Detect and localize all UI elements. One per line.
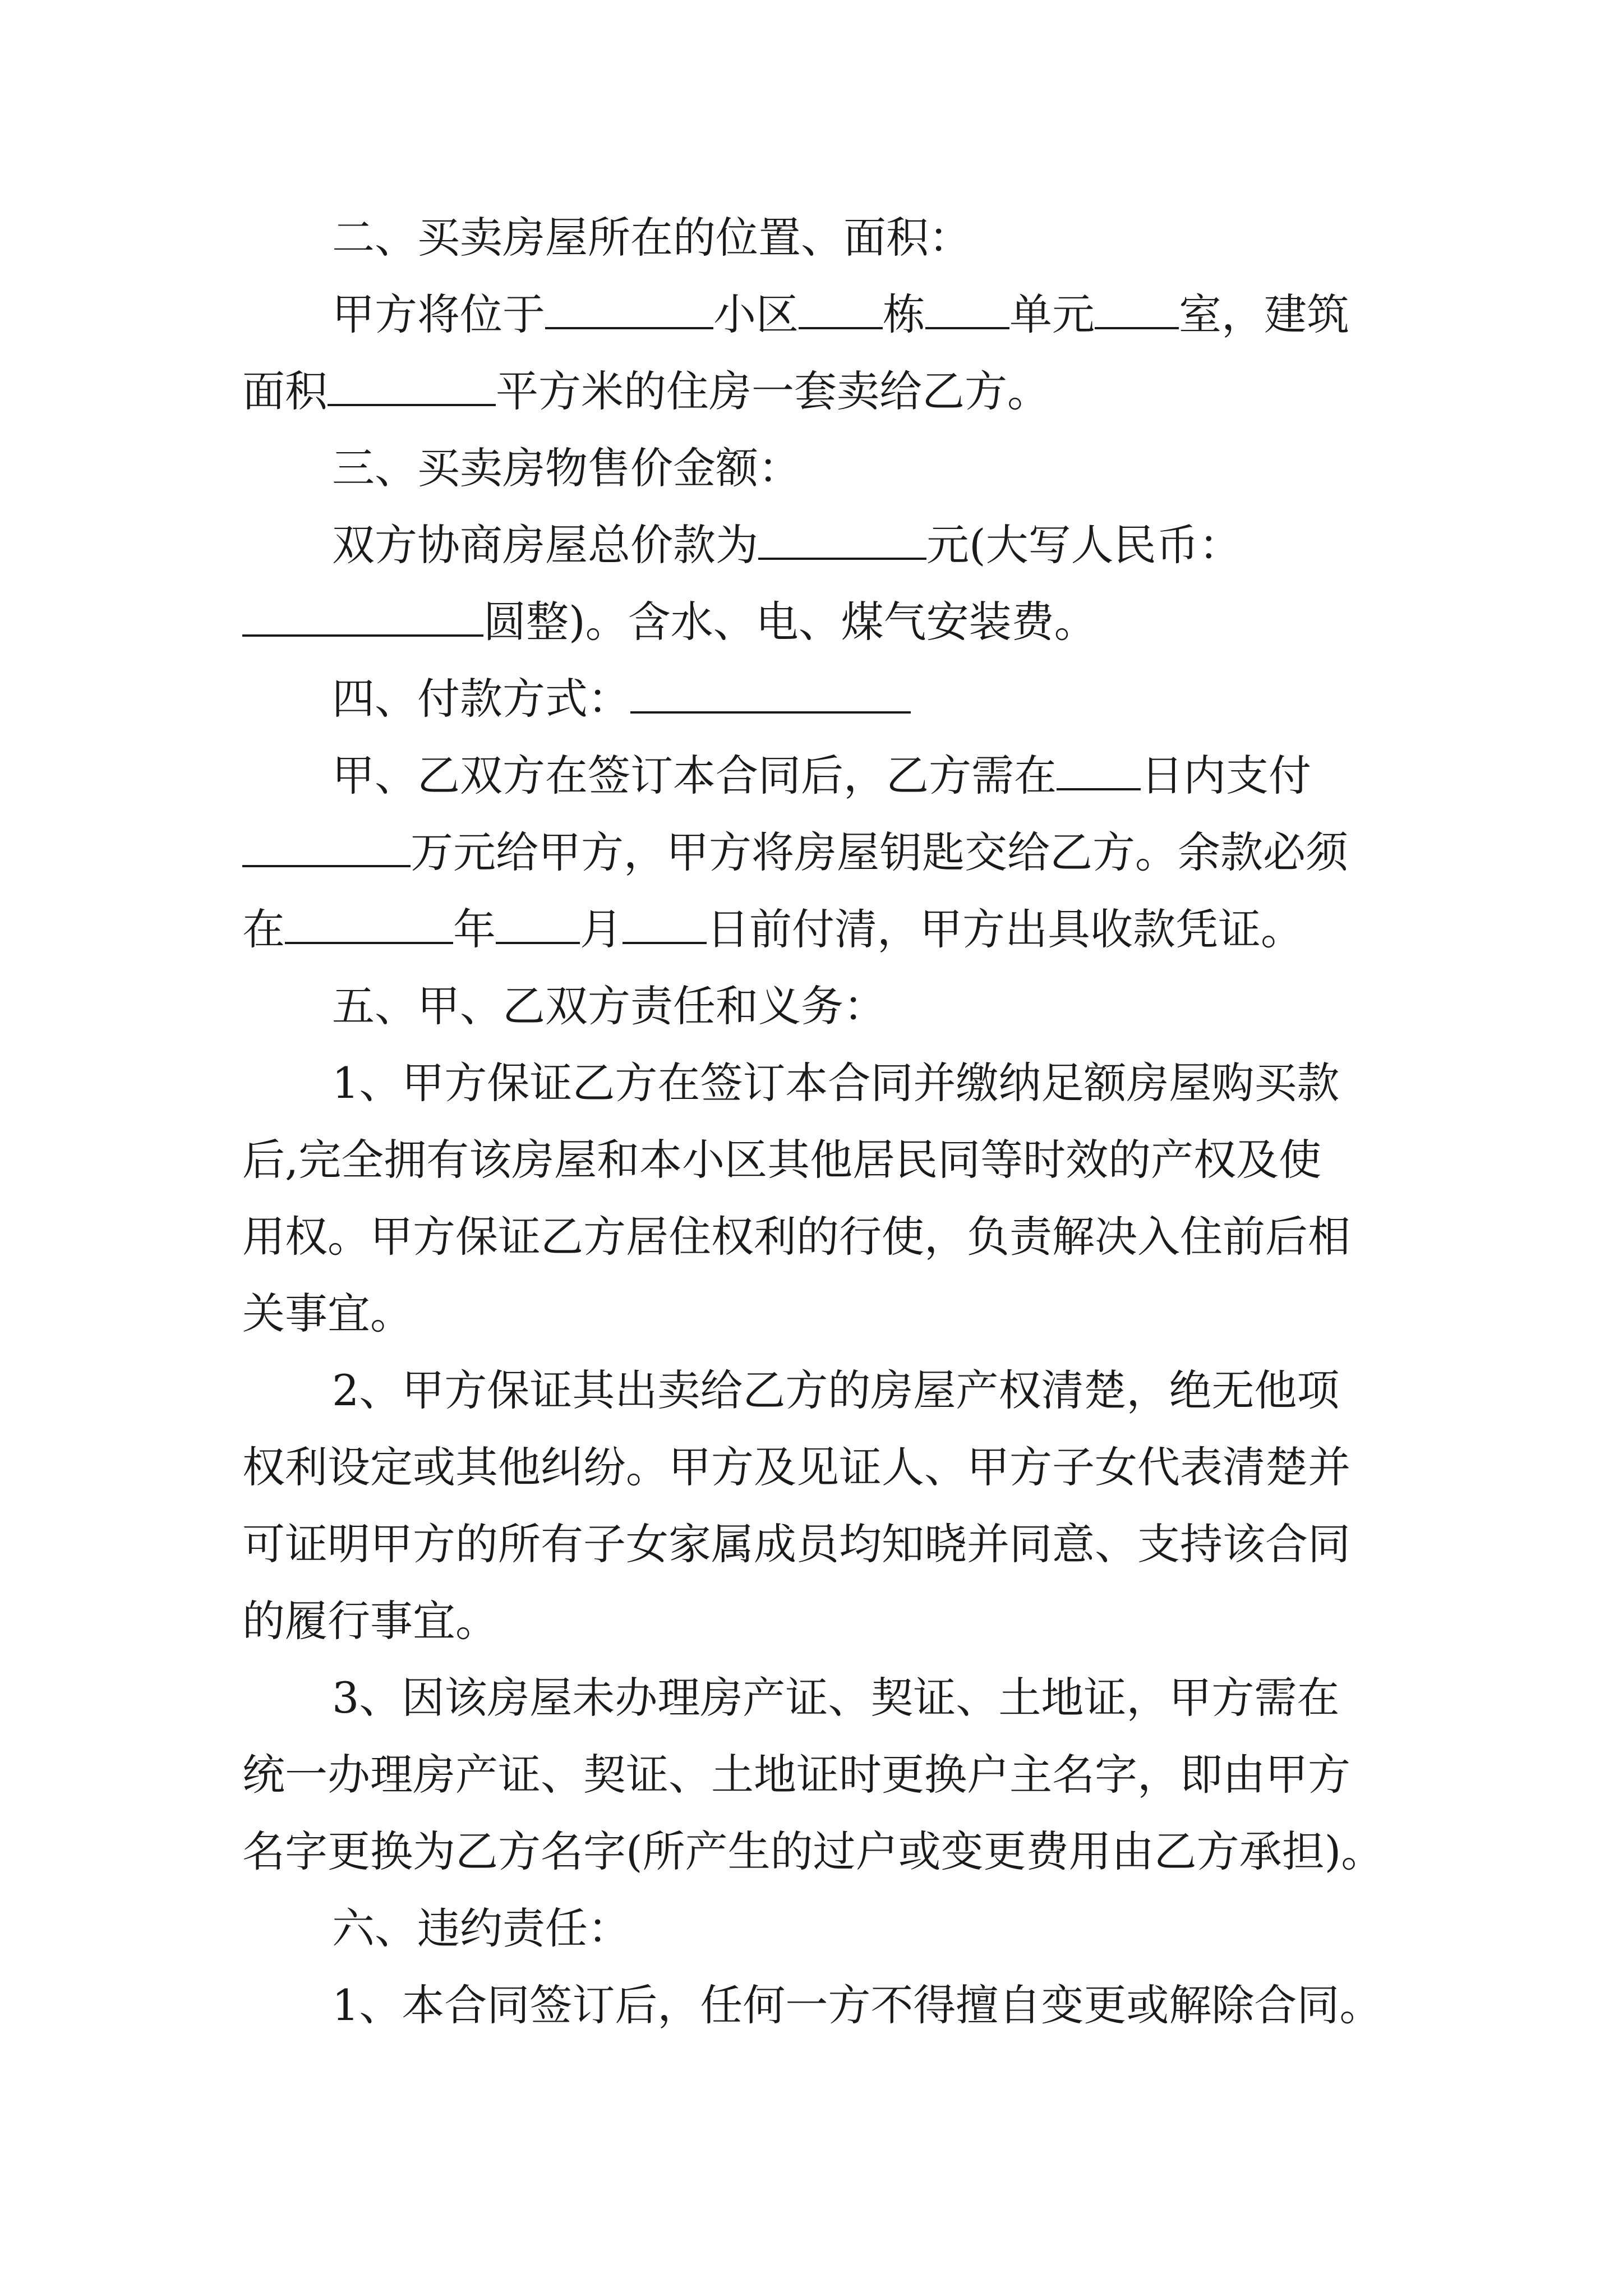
paragraph-line: 可证明甲方的所有子女家属成员均知晓并同意、支持该合同 (242, 1519, 1350, 1569)
fill-in-blank[interactable] (328, 368, 496, 406)
fill-in-blank[interactable] (623, 906, 707, 944)
paragraph-line: 统一办理房产证、契证、土地证时更换户主名字，即由甲方 (242, 1750, 1350, 1800)
fill-in-blank[interactable] (545, 291, 713, 329)
paragraph-line: 后,完全拥有该房屋和本小区其他居民同等时效的产权及使 (242, 1135, 1322, 1185)
section-heading: 四、付款方式： (242, 660, 1414, 737)
paragraph-line: 权利设定或其他纠纷。甲方及见证人、甲方子女代表清楚并 (242, 1442, 1350, 1492)
fill-in-blank[interactable] (799, 291, 883, 329)
paragraph-line: 关事宜。 (242, 1289, 413, 1338)
paragraph-line: 双方协商房屋总价款为 元(大写人民币： (332, 520, 1242, 570)
fill-in-blank[interactable] (630, 675, 911, 714)
paragraph-line: 2、甲方保证其出卖给乙方的房屋产权清楚，绝无他项 (332, 1365, 1340, 1415)
fill-in-blank[interactable] (1095, 291, 1179, 329)
paragraph-line: 面积 平方米的住房一套卖给乙方。 (242, 366, 1050, 416)
section-heading: 二、买卖房屋所在的位置、面积： (332, 213, 971, 263)
paragraph-line: 3、因该房屋未办理房产证、契证、土地证，甲方需在 (332, 1673, 1340, 1723)
paragraph-line: 名字更换为乙方名字(所产生的过户或变更费用由乙方承担)。 (242, 1826, 1384, 1876)
paragraph-line: 甲、乙双方在签订本合同后，乙方需在 日内支付 (332, 751, 1311, 800)
fill-in-blank[interactable] (925, 291, 1009, 329)
section-heading: 五、甲、乙双方责任和义务： (332, 981, 886, 1031)
fill-in-blank[interactable] (496, 906, 580, 944)
fill-in-blank[interactable] (242, 599, 483, 637)
paragraph-line: 甲方将位于 小区 栋 单元 室，建筑 (332, 289, 1349, 339)
paragraph-line: 用权。甲方保证乙方居住权利的行使，负责解决入住前后相 (242, 1212, 1350, 1262)
section-heading: 三、买卖房物售价金额： (332, 443, 801, 493)
fill-in-blank[interactable] (285, 906, 453, 944)
paragraph-line: 万元给甲方，甲方将房屋钥匙交给乙方。余款必须 (242, 814, 1414, 891)
paragraph-line: 圆整)。含水、电、煤气安装费。 (242, 583, 1414, 660)
contract-body (242, 199, 1414, 2044)
fill-in-blank[interactable] (242, 829, 411, 867)
section-heading: 六、违约责任： (332, 1903, 630, 1953)
fill-in-blank[interactable] (758, 522, 926, 560)
paragraph-line: 1、本合同签订后，任何一方不得擅自变更或解除合同。 (332, 1980, 1382, 2030)
paragraph-line: 1、甲方保证乙方在签订本合同并缴纳足额房屋购买款 (332, 1058, 1340, 1108)
paragraph-line: 在 年 月 日前付清，甲方出具收款凭证。 (242, 904, 1303, 954)
fill-in-blank[interactable] (1057, 752, 1141, 790)
paragraph-line: 的履行事宜。 (242, 1596, 498, 1646)
